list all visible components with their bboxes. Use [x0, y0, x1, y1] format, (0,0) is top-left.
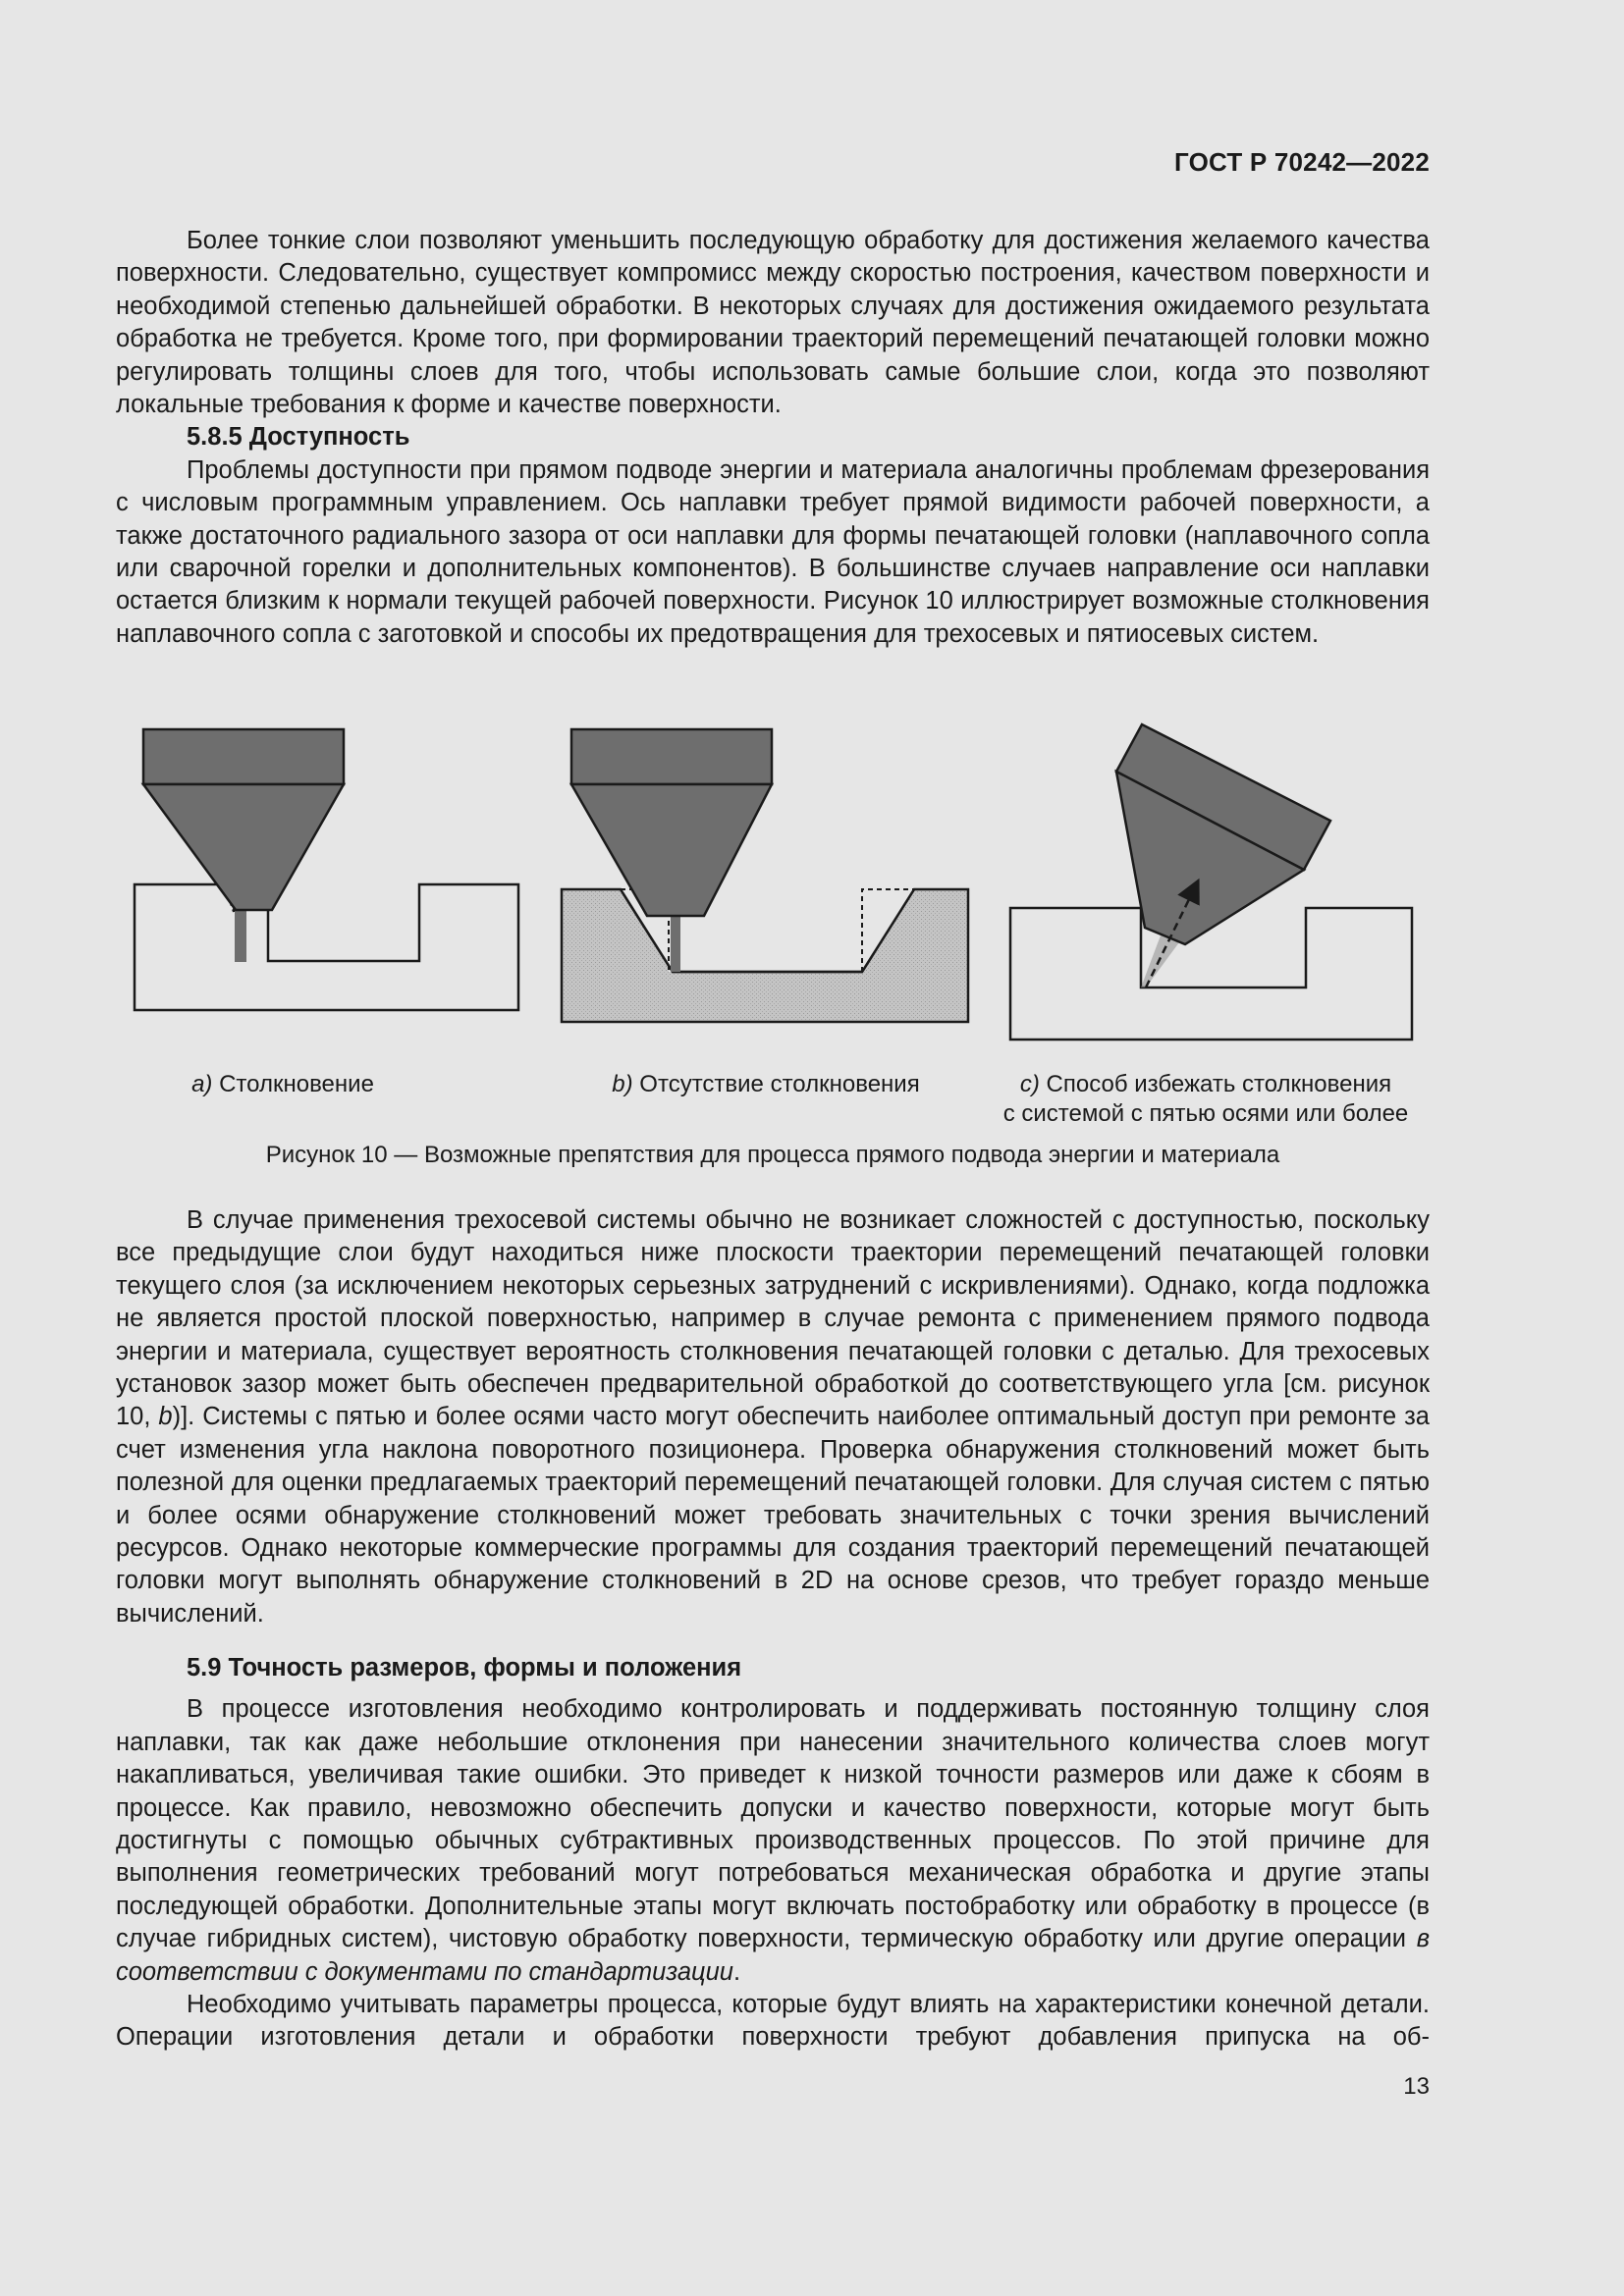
deposition-beam-c — [1141, 935, 1179, 988]
section-heading-5-8-5: 5.8.5 Доступность — [187, 423, 410, 452]
subcaption-a-letter: a) — [191, 1071, 213, 1097]
figure-a-collision — [135, 729, 518, 1010]
subcaption-c-line1: Способ избежать столкновения — [1046, 1071, 1392, 1097]
figure-10-drawing — [116, 715, 1430, 1048]
subcaption-b-text: Отсутствие столкновения — [639, 1071, 920, 1097]
paragraph: Более тонкие слои позволяют уменьшить последующую обработку для достижения желаемого качества поверхности. Следовательно, существует компромисс между скоростью построения, качеством поверхности и необходимой степенью дальнейшей обработки. В некоторых случаях для достижения ожидаемого результата обработка не требуется. Кроме того, при формировании траекторий перемещений печатающей головки можно регулировать толщины слоев для того, чтобы использовать самые большие слои, когда это позволяют локальные требования к форме и качестве поверхности. — [116, 227, 1430, 419]
subcaption-a — [175, 1070, 391, 1099]
nozzle-head-b — [571, 729, 772, 784]
paragraph-text: В процессе изготовления необходимо контролировать и поддерживать постоянную толщину слоя наплавки, так как даже небольшие отклонения при нанесении значительного количества слоев могут накапливаться, увеличивая такие ошибки. Это приведет к низкой точности размеров или даже к сбоям в процессе. Как правило, невозможно обеспечить допуски и качество поверхности, которые могут быть достигнуты с помощью обычных субтрактивных производственных процессов. По этой причине для выполнения геометрических требований могут потребоваться механическая обработка и другие этапы последующей обработки. Дополнительные этапы могут включать постобработку или обработку в процессе (в случае гибридных систем), чистовую обработку поверхности, термическую обработку или другие операции — [116, 1695, 1430, 1953]
figure-b-no-collision — [562, 729, 968, 1022]
figure-c-five-axis — [1010, 724, 1412, 1040]
paragraph-text: . — [732, 1957, 741, 1986]
paragraph — [116, 1204, 1430, 1630]
paragraph — [116, 1693, 1430, 1989]
italic-reference: в соответствии с документами по стандартизации — [116, 1925, 1430, 1986]
section-top — [116, 225, 1430, 651]
deposition-beam-a — [235, 911, 246, 962]
nozzle-head-a — [143, 729, 344, 784]
section-mid — [116, 1204, 1430, 1630]
figure-title: Рисунок 10 — Возможные препятствия для процесса прямого подвода энергии и материала — [265, 1142, 1280, 1168]
nozzle-cone-a — [143, 784, 344, 910]
workpiece-a — [135, 884, 518, 1010]
section-heading-5-9: 5.9 Точность размеров, формы и положения — [187, 1654, 742, 1682]
subcaption-b — [560, 1070, 972, 1099]
subcaption-b-letter: b) — [612, 1071, 633, 1097]
paragraph-text: В случае применения трехосевой системы обычно не возникает сложностей с доступностью, поскольку все предыдущие слои будут находиться ниже плоскости траектории перемещений печатающей головки текущего слоя (за исключением некоторых серьезных затруднений с искривлениями). Однако, когда подложка не является простой плоской поверхностью, например в случае ремонта с применением прямого подвода энергии и материала, существует вероятность столкновения печатающей головки с деталью. Для трехосевых установок зазор может быть обеспечен предварительной обработкой до соответствующего угла [см. рисунок 10, — [116, 1206, 1430, 1431]
document-code: ГОСТ Р 70242—2022 — [1174, 147, 1430, 177]
paragraph: Проблемы доступности при прямом подводе энергии и материала аналогичны проблемам фрезерования с числовым программным управлением. Ось наплавки требует прямой видимости рабочей поверхности, а также достаточного радиального зазора от оси наплавки для формы печатающей головки (наплавочного сопла или сварочной горелки и дополнительных компонентов). В большинстве случаев направление оси наплавки остается близким к нормали текущей рабочей поверхности. Рисунок 10 иллюстрирует возможные столкновения наплавочного сопла с заготовкой и способы их предотвращения для трехосевых и пятиосевых систем. — [116, 455, 1430, 648]
section-5-9 — [116, 1652, 1430, 2055]
figure-reference: b — [158, 1403, 173, 1431]
paragraph-text: )]. Системы с пятью и более осями часто могут обеспечить наиболее оптимальный доступ при ремонте за счет изменения угла наклона поворотного позиционера. Проверка обнаружения столкновений может быть полезной для оценки предлагаемых траекторий перемещений печатающей головки. Для случая систем с пятью и более осями обнаружение столкновений может требовать значительных с точки зрения вычислений ресурсов. Однако некоторые коммерческие программы для создания траекторий перемещений печатающей головки могут выполнять обнаружение столкновений в 2D на основе срезов, что требует гораздо меньше вычислений. — [116, 1403, 1430, 1628]
workpiece-b — [562, 889, 968, 1022]
subcaption-c-line2: с системой с пятью осями или более — [1002, 1100, 1409, 1127]
paragraph: Необходимо учитывать параметры процесса, которые будут влиять на характеристики конечной детали. Операции изготовления детали и обработки поверхности требуют добавления припуска на об- — [116, 1991, 1430, 2052]
page-number: 13 — [1403, 2073, 1430, 2100]
figure-10 — [116, 715, 1430, 1176]
subcaption-c — [990, 1070, 1422, 1129]
deposition-beam-b — [671, 916, 680, 972]
subcaption-c-letter: c) — [1019, 1071, 1040, 1097]
subcaption-a-text: Столкновение — [219, 1071, 374, 1097]
